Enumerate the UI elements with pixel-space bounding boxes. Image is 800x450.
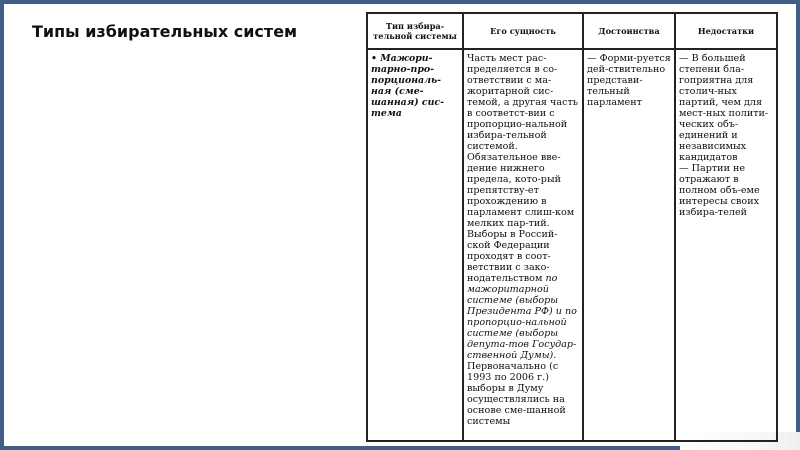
header-disadvantages: Недостатки: [675, 13, 777, 49]
slide-title: Типы избирательных систем: [32, 22, 298, 41]
essence-paragraph-1: Часть мест рас-пределяется в со-ответствии с ма-жоритарной сис-темой, а другая часть в соответст-вии с пропорцио-нальной избира-тельной системой. Обязательное вве-дение нижнего предела, кото-рый препятству-ет прохождению в парламент слиш-ком мелких пар-тий.: [467, 53, 578, 229]
table-row: [367, 49, 777, 441]
essence-paragraph-2: [467, 229, 579, 361]
electoral-systems-table: [366, 12, 776, 442]
header-type: Тип избира-тельной системы: [367, 13, 463, 49]
essence-paragraph-3: Первоначально (с 1993 по 2006 г.) выборы в Думу осуществлялись на основе сме-шанной системы: [467, 361, 566, 427]
cell-disadvantages: [675, 49, 777, 441]
essence-paragraph-2-italic: по мажоритарной системе (выборы Президента РФ) и по пропорцио-нальной системе (выборы депута-тов Государ-ственной Думы).: [467, 273, 577, 361]
header-essence: Его сущность: [463, 13, 583, 49]
cell-type: • Мажори-тарно-про-порциональ-ная (сме-шанная) сис-тема: [367, 49, 463, 441]
disadvantage-1: — В большей степени бла-гоприятна для столич-ных партий, чем для мест-ных полити-ческих объ-единений и независимых кандидатов: [679, 53, 769, 163]
essence-paragraph-2-text: Выборы в Россий-ской Федерации проходят в соот-ветствии с зако-нодательством: [467, 229, 558, 284]
table: [366, 12, 778, 442]
disadvantage-2: — Партии не отражают в полном объ-еме интересы своих избира-телей: [679, 163, 760, 218]
table-header-row: [367, 13, 777, 49]
cell-essence: [463, 49, 583, 441]
cell-advantages: — Форми-руется дей-ствительно представи-тельный парламент: [583, 49, 675, 441]
header-advantages: Достоинства: [583, 13, 675, 49]
